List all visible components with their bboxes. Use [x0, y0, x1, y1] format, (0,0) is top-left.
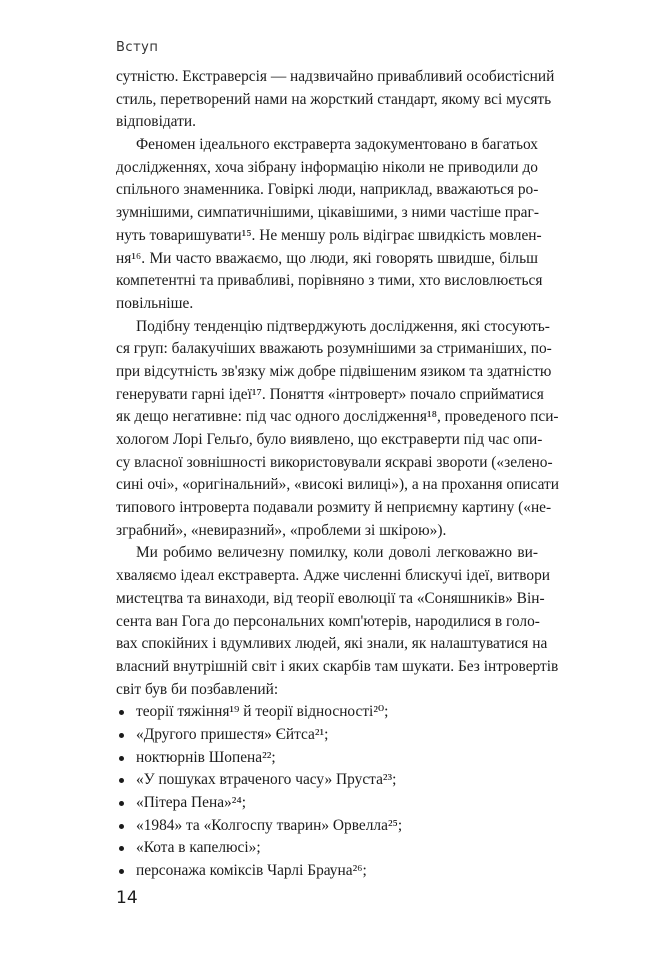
text-line: хологом Лорі Гельґо, було виявлено, що екстраверти під час опи- [116, 431, 543, 448]
paragraph [116, 542, 559, 701]
list-item: ноктюрнів Шопена²²; [116, 747, 538, 770]
text-line: дослідженнях, хоча зібрану інформацію ніколи не приводили до [116, 158, 538, 176]
text-line: відповідати. [116, 113, 196, 131]
text-line: повільніше. [116, 294, 194, 312]
text-line: Ми робимо величезну помилку, коли доволі легковажно ви- [136, 544, 538, 562]
list-item: теорії тяжіння¹⁹ й теорії відносності²⁰; [116, 701, 538, 724]
text-line: власний внутрішній світ і яких скарбів там шукати. Без інтровертів [116, 657, 559, 675]
list-item: «1984» та «Колгоспу тварин» Орвелла²⁵; [116, 815, 538, 838]
running-head: Вступ [116, 40, 159, 55]
body-text [116, 66, 559, 883]
text-line: типового інтроверта подавали розмиту й неприємну картину («не- [116, 499, 552, 517]
list-item: «У пошуках втраченого часу» Пруста²³; [116, 769, 538, 792]
list-item: «Кота в капелюсі»; [116, 837, 538, 860]
bullet-list [116, 701, 538, 883]
text-line: ся груп: балакучіших вважають розумнішими за стриманіших, по- [116, 340, 552, 358]
text-line: компетентні та привабливі, порівняно з тими, хто висловлюється [116, 272, 543, 290]
text-line: мистецтва та винаходи, від теорії еволюції та «Соняшників» Він- [116, 589, 545, 607]
text-line: сента ван Гога до персональних комп'ютерів, народилися в голо- [116, 612, 540, 630]
text-line: Подібну тенденцію підтверджують дослідження, які стосують- [136, 317, 550, 335]
text-line: вах спокійних і вдумливих людей, які знали, як налаштуватися на [116, 635, 548, 653]
text-line: зумнішими, симпатичнішими, цікавішими, з ними частіше праг- [116, 204, 539, 222]
text-line: генерувати гарні ідеї¹⁷. Поняття «інтроверт» почало сприйматися [116, 385, 544, 403]
text-line: стиль, перетворений нами на жорсткий стандарт, якому всі мусять [116, 90, 552, 108]
list-item: «Другого пришестя» Єйтса²¹; [116, 724, 538, 747]
text-line: спільного знаменника. Говіркі люди, наприклад, вважаються ро- [116, 181, 539, 199]
text-line: сутністю. Екстраверсія — надзвичайно привабливий особистісний [116, 68, 555, 85]
text-line: хваляємо ідеал екстраверта. Адже численні блискучі ідеї, витвори [116, 567, 551, 585]
text-line: зграбний», «невиразний», «проблеми зі шкірою»). [116, 521, 447, 539]
text-line: світ був би позбавлений: [116, 680, 279, 698]
text-line: ня¹⁶. Ми часто вважаємо, що люди, які говорять швидше, більш [116, 249, 538, 267]
list-item: персонажа коміксів Чарлі Брауна²⁶; [116, 860, 538, 883]
page-number: 14 [116, 888, 138, 908]
paragraph [116, 134, 543, 316]
paragraph [116, 66, 555, 134]
text-line: сині очі», «оригінальний», «високі вилиці»), а на прохання описати [116, 476, 559, 494]
text-line: су власної зовнішності використовували яскраві звороти («зелено- [116, 453, 553, 471]
text-line: при відсутність зв'язку між добре підвішеним язиком та здатністю [116, 362, 552, 380]
text-line: як дещо негативне: під час одного дослідження¹⁸, проведеного пси- [116, 408, 559, 426]
text-line: Феномен ідеального екстраверта задокументовано в багатьох [136, 136, 538, 154]
paragraph [116, 316, 559, 543]
list-item: «Пітера Пена»²⁴; [116, 792, 538, 815]
text-line: нуть товаришувати¹⁵. Не меншу роль відіграє швидкість мовлен- [116, 226, 542, 244]
